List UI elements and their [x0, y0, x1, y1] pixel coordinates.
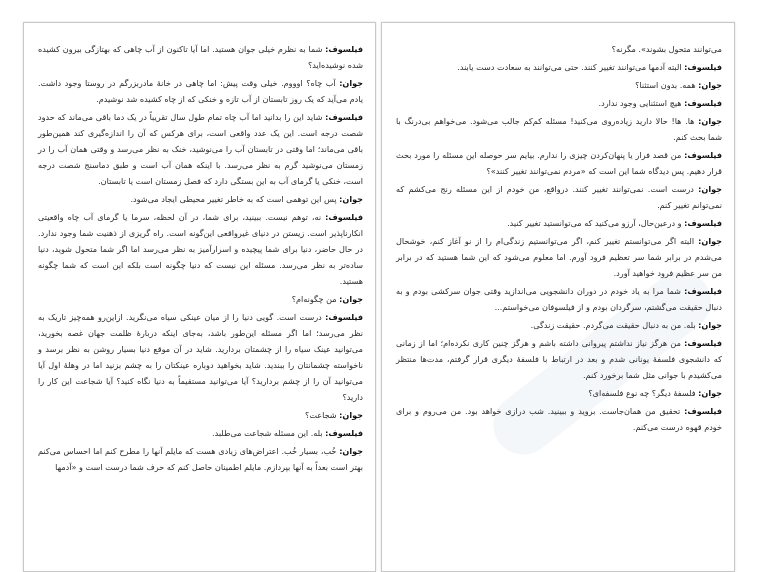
dialogue-paragraph [396, 335, 722, 383]
dialogue-text: فلسفهٔ دیگر؟ چه نوع فلسفه‌ای؟ [588, 388, 696, 398]
dialogue-paragraph [396, 233, 722, 281]
speaker-label: جوان: [339, 194, 363, 204]
dialogue-paragraph [38, 425, 363, 441]
dialogue-paragraph [396, 181, 722, 213]
document-page-right [381, 22, 735, 572]
speaker-label: فیلسوف: [684, 338, 722, 348]
speaker-label: فیلسوف: [684, 62, 722, 72]
dialogue-text: درست است. نمی‌توانند تغییر کنند. درواقع، من خودم از این مسئله رنج می‌کشم که نمی‌توانم تغییر کنم. [396, 184, 722, 210]
speaker-label: فیلسوف: [325, 44, 364, 54]
page-text [396, 41, 722, 567]
dialogue-text: ها. ها! حالا دارید زیاده‌روی می‌کنید! مسئله کم‌کم جالب می‌شود. می‌خواهم بی‌درنگ با شما بحث کنم. [396, 116, 722, 142]
dialogue-text: شاید این را بدانید اما آب چاه تمام طول سال تقریباً در یک دما باقی می‌ماند که حدود شصت درجه است. این یک عدد واقعی است، برای هرکس که آن را اندازه‌گیری کند همین‌طور باقی می‌ماند؛ اما وقتی در تابستان آب را می‌نوشید، خنک به نظر می‌رسد و وقتی همان آب را در زمستان می‌نوشید گرم به نظر می‌رسد. با اینکه همان آب است و طبق دماسنج شصت درجه است، خنکی یا گرمای آب به این بستگی دارد که فصل زمستان است یا تابستان. [38, 112, 363, 186]
dialogue-text: همه. بدون استثنا؟ [635, 80, 696, 90]
dialogue-text: بله. این مسئله شجاعت می‌طلبد. [212, 428, 323, 438]
speaker-label: جوان: [698, 116, 722, 126]
dialogue-paragraph [38, 191, 363, 207]
dialogue-paragraph [38, 443, 363, 475]
dialogue-paragraph [38, 291, 363, 307]
dialogue-paragraph [38, 75, 363, 107]
speaker-label: فیلسوف: [325, 312, 364, 322]
dialogue-paragraph [38, 109, 363, 189]
dialogue-text: شجاعت؟ [305, 410, 337, 420]
speaker-label: جوان: [698, 388, 722, 398]
dialogue-text: البته اگر می‌توانستم تغییر کنم، اگر می‌توانستیم زندگی‌ام را از نو آغاز کنم، خوشحال می‌شدم در برابر شما سر تعظیم فرود آورم. اما معلوم می‌شود که این شما هستید که در برابر من سر عظیم فرود خواهید آورد. [396, 236, 722, 278]
speaker-label: فیلسوف: [325, 112, 364, 122]
page-text [38, 41, 363, 567]
speaker-label: جوان: [339, 78, 364, 88]
speaker-label: جوان: [339, 410, 363, 420]
speaker-label: جوان: [698, 320, 722, 330]
dialogue-text: تحقیق من همان‌جاست. بروید و ببینید. شب درازی خواهد بود. من می‌روم و برای خودم قهوه درست می‌کنم. [396, 406, 722, 432]
dialogue-paragraph [396, 77, 722, 93]
dialogue-paragraph [396, 317, 722, 333]
speaker-label: جوان: [339, 446, 364, 456]
document-page-left [23, 22, 376, 572]
dialogue-text: می‌توانند متحول بشوند». مگرنه؟ [611, 44, 722, 54]
dialogue-paragraph [396, 283, 722, 315]
dialogue-text: پس این توهمی است که به خاطر تغییر محیطی ایجاد می‌شود. [130, 194, 337, 204]
dialogue-text: درست است. گویی دنیا را از میان عینکی سیاه می‌نگرید. ازاین‌رو همه‌چیز تاریک به نظر می‌رسد؛ اما اگر مسئله این‌طور باشد، به‌جای اینکه دربارهٔ ظلمت جهان غصه بخورید، می‌توانید عینک سیاه را از چشمتان بردارید. شاید در آن موقع دنیا بسیار روشن به نظر برسد و ناخواسته چشمانتان را ببندید. شاید بخواهید دوباره عینکتان را به چشم بزنید اما در وهلهٔ اول آیا می‌توانید آن را از چشم بردارید؟ آیا می‌توانید مستقیماً به دنیا نگاه کنید؟ آیا شجاعت این کار را دارید؟ [38, 312, 363, 402]
dialogue-paragraph [396, 59, 722, 75]
speaker-label: فیلسوف: [325, 212, 363, 222]
speaker-label: فیلسوف: [684, 98, 722, 108]
dialogue-text: و درعین‌حال، آرزو می‌کنید که می‌توانستید تغییر کنید. [507, 218, 682, 228]
speaker-label: فیلسوف: [325, 428, 363, 438]
speaker-label: جوان: [339, 294, 363, 304]
dialogue-paragraph [396, 215, 722, 231]
dialogue-text: خُب، بسیار خُب. اعتراض‌های زیادی هست که مایلم آنها را مطرح کنم اما احساس می‌کنم بهتر است بعداً به آنها بپردازم. مایلم اطمینان حاصل کنم که حرف شما درست است و «آدمها [38, 446, 363, 472]
dialogue-paragraph [38, 407, 363, 423]
speaker-label: جوان: [698, 184, 722, 194]
dialogue-text: آب چاه؟ اوووم. خیلی وقت پیش: اما چاهی در خانهٔ مادربزرگم در روستا وجود داشت. یادم می‌آید که یک روز تابستان از آب تازه و خنکی که از چاه کشیده شد نوشیدم. [38, 78, 363, 104]
dialogue-text: نه، توهم نیست. ببینید، برای شما، در آن لحظه، سرما یا گرمای آب چاه واقعیتی انکارناپذیر است. زیستن در دنیای غیرواقعی این‌گونه است. راه گریزی از ذهنیت شما وجود ندارد. در حال حاضر، دنیا برای شما پیچیده و اسرارآمیز به نظر می‌رسد اما اگر شما متحول شوید، دنیا ساده‌تر به نظر می‌رسد. مسئله این نیست که دنیا چگونه است بلکه این است که شما چگونه هستید. [38, 212, 363, 286]
dialogue-paragraph [38, 41, 363, 73]
speaker-label: فیلسوف: [684, 286, 722, 296]
dialogue-text: البته آدمها می‌توانند تغییر کنند. حتی می‌توانند به سعادت دست یابند. [457, 62, 682, 72]
dialogue-paragraph [396, 41, 722, 57]
dialogue-paragraph [38, 209, 363, 289]
dialogue-paragraph [396, 147, 722, 179]
speaker-label: جوان: [698, 236, 722, 246]
speaker-label: جوان: [698, 80, 722, 90]
speaker-label: فیلسوف: [684, 406, 722, 416]
dialogue-paragraph [396, 403, 722, 435]
dialogue-text: من قصد فرار یا پنهان‌کردن چیزی را ندارم. بیایم سر حوصله این مسئله را مورد بحث قرار دهیم. پس دیدگاه شما این است که «مردم نمی‌توانند تغییر کنند»؟ [396, 150, 722, 176]
dialogue-paragraph [396, 113, 722, 145]
dialogue-text: هیچ استثنایی وجود ندارد. [598, 98, 682, 108]
dialogue-text: شما مرا به یاد خودم در دوران دانشجویی می‌اندازید وقتی جوان سرکشی بودم و به دنبال حقیقت می‌گشتم، سرگردان بودم و از فیلسوفان می‌خواستم... [396, 286, 722, 312]
dialogue-text: شما به نظرم خیلی جوان هستید. اما آیا تاکنون از آب چاهی که بهتازگی بیرون کشیده شده نوشیده‌اید؟ [38, 44, 363, 70]
dialogue-text: من چگونه‌ام؟ [291, 294, 337, 304]
dialogue-paragraph [396, 385, 722, 401]
dialogue-text: من هرگز نیاز نداشتم پیروانی داشته باشم و هرگز چنین کاری نکرده‌ام؛ اما از زمانی که دانشجوی فلسفهٔ یونانی شدم و بعد در ارتباط با فلسفهٔ دیگری قرار گرفتم، مدت‌ها منتظر می‌کشیدم با جوانی مثل شما برخورد کنم. [396, 338, 722, 380]
dialogue-paragraph [396, 95, 722, 111]
speaker-label: فیلسوف: [684, 218, 722, 228]
dialogue-text: بله. من به دنبال حقیقت می‌گردم. حقیقت زندگی. [530, 320, 696, 330]
speaker-label: فیلسوف: [684, 150, 723, 160]
dialogue-paragraph [38, 309, 363, 405]
